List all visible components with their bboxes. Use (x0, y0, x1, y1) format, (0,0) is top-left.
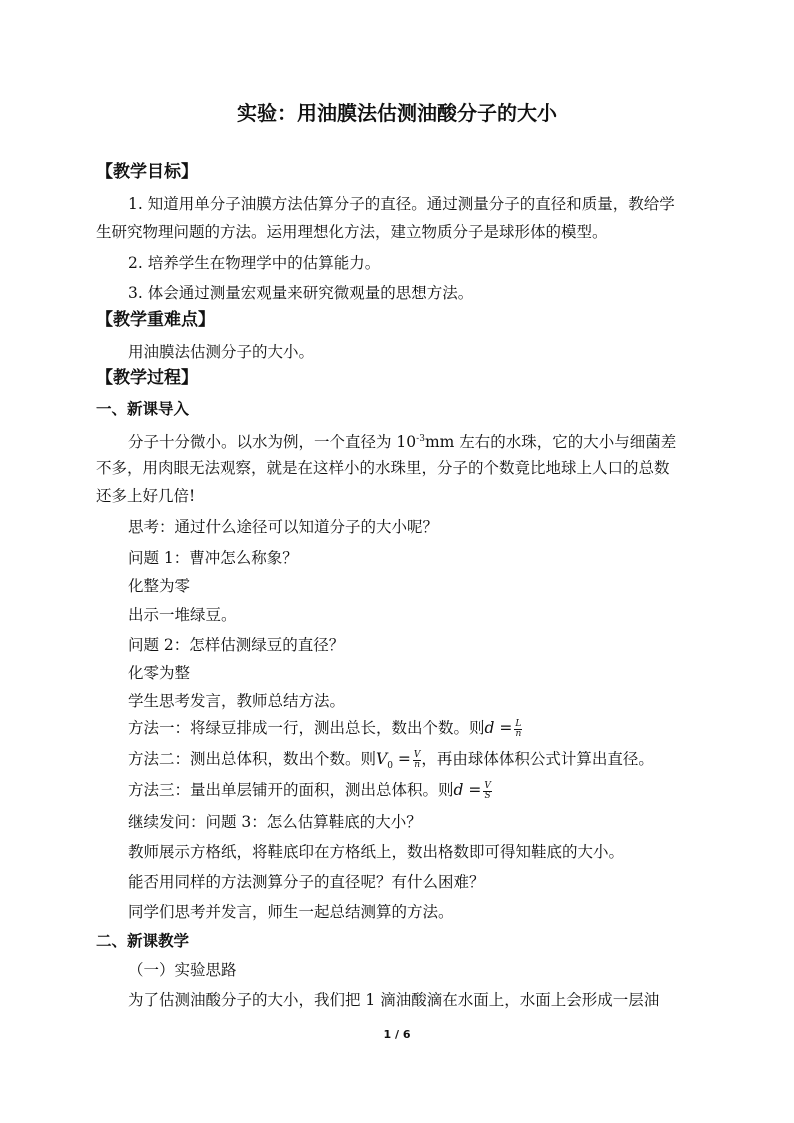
intro-text-2: mm 左右的水珠，它的大小与细菌差 (424, 433, 677, 452)
method-2-subscript: 0 (387, 761, 393, 772)
method-2-denominator: n (414, 759, 421, 770)
method-2-text: 方法二：测出总体积，数出个数。则 (128, 750, 377, 768)
summary-line: 同学们思考并发言，师生一起总结测算的方法。 (128, 903, 454, 921)
document-title: 实验：用油膜法估测油酸分子的大小 (237, 101, 557, 125)
goals-heading: 【教学目标】 (96, 162, 198, 182)
key-points-text: 用油膜法估测分子的大小。 (128, 343, 315, 361)
goal-2: 2. 培养学生在物理学中的估算能力。 (128, 254, 381, 272)
question-3: 继续发问：问题 3：怎么估算鞋底的大小？ (128, 813, 422, 831)
intro-line-1 (128, 429, 676, 452)
page-number: 1 / 6 (383, 1028, 411, 1041)
method-3 (128, 780, 492, 801)
intro-line-3: 还多上好几倍! (96, 487, 196, 505)
part-2-heading: 二、新课教学 (96, 932, 190, 950)
method-3-fraction (483, 782, 492, 801)
intro-line-2: 不多，用肉眼无法观察，就是在这样小的水珠里，分子的个数竟比地球上人口的总数 (96, 459, 670, 477)
question-2: 问题 2：怎样估测绿豆的直径？ (128, 636, 345, 654)
method-2-tail: ，再由球体体积公式计算出直径。 (421, 750, 654, 768)
parts-to-whole: 化零为整 (128, 664, 191, 682)
key-points-heading: 【教学重难点】 (96, 310, 215, 330)
subsection-1-heading: （一）实验思路 (128, 961, 237, 979)
method-3-denominator: S (484, 790, 491, 801)
method-1-lhs: d = (484, 719, 513, 737)
method-1-text: 方法一：将绿豆排成一行，测出总长，数出个数。则 (128, 719, 485, 737)
experiment-text: 为了估测油酸分子的大小，我们把 1 滴油酸滴在水面上，水面上会形成一层油 (128, 991, 660, 1009)
goal-1-line-1: 1. 知道用单分子油膜方法估算分子的直径。通过测量分子的直径和质量，教给学 (128, 195, 675, 213)
discuss-line: 学生思考发言，教师总结方法。 (128, 692, 346, 710)
method-1-numerator: L (515, 718, 522, 729)
method-3-lhs: d = (453, 781, 482, 799)
method-1-fraction (514, 720, 522, 739)
question-1: 问题 1：曹冲怎么称象？ (128, 549, 298, 567)
goal-3: 3. 体会通过测量宏观量来研究微观量的思想方法。 (128, 284, 474, 302)
method-1-denominator: n (515, 728, 522, 739)
method-2-equals: = (392, 750, 411, 768)
method-2-lhs: V (376, 750, 388, 768)
intro-text-1: 分子十分微小。以水为例，一个直径为 10 (128, 433, 417, 452)
process-heading: 【教学过程】 (96, 368, 198, 388)
intro-exponent: -3 (416, 434, 425, 444)
think-question: 思考：通过什么途径可以知道分子的大小呢？ (128, 518, 439, 536)
method-2-numerator: V (413, 749, 421, 760)
goal-1-line-2: 生研究物理问题的方法。运用理想化方法，建立物质分子是球形体的模型。 (96, 223, 608, 241)
method-3-numerator: V (484, 780, 491, 791)
show-beans: 出示一堆绿豆。 (128, 606, 237, 624)
part-1-heading: 一、新课导入 (96, 400, 190, 418)
grid-paper-line: 教师展示方格纸，将鞋底印在方格纸上，数出格数即可得知鞋底的大小。 (128, 843, 625, 861)
method-1 (128, 718, 522, 739)
method-2 (128, 749, 654, 776)
same-method-question: 能否用同样的方法测算分子的直径呢？有什么困难？ (128, 873, 485, 891)
method-3-text: 方法三：量出单层铺开的面积，测出总体积。则 (128, 781, 454, 799)
whole-to-parts: 化整为零 (128, 577, 191, 595)
